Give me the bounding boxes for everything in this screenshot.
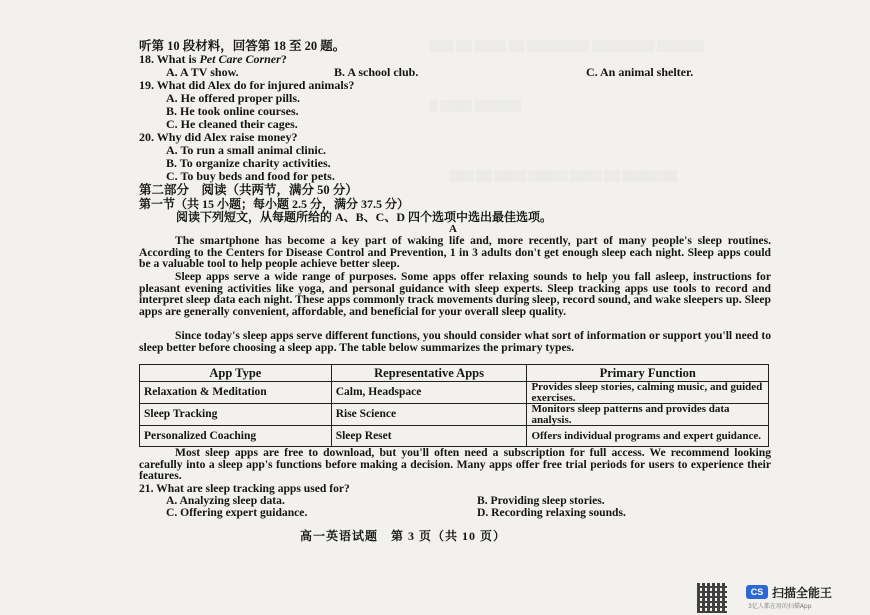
- q19-option-b: B. He took online courses.: [166, 104, 299, 118]
- listening-heading: 听第 10 段材料，回答第 18 至 20 题。: [139, 39, 346, 53]
- q20-option-a: A. To run a small animal clinic.: [166, 143, 327, 157]
- camscanner-tagline: 3亿人都在用的扫描App: [748, 603, 812, 610]
- table-row: [140, 404, 769, 426]
- q21-option-a: A. Analyzing sleep data.: [166, 494, 285, 507]
- q21-option-c: C. Offering expert guidance.: [166, 506, 308, 519]
- table-header: Primary Function: [527, 365, 769, 382]
- q19-option-a: A. He offered proper pills.: [166, 91, 300, 105]
- q20-option-c: C. To buy beds and food for pets.: [166, 169, 335, 183]
- question-20: 20. Why did Alex raise money?: [139, 130, 298, 144]
- table-header: Representative Apps: [331, 365, 527, 382]
- reading-instructions: 阅读下列短文，从每题所给的 A、B、C、D 四个选项中选出最佳选项。: [176, 210, 553, 224]
- q21-option-b: B. Providing sleep stories.: [477, 494, 605, 507]
- table-cell: Personalized Coaching: [140, 426, 332, 447]
- table-cell: Rise Science: [331, 404, 527, 426]
- part-two-title: 第二部分 阅读（共两节，满分 50 分）: [139, 183, 358, 197]
- section-one-title: 第一节（共 15 小题；每小题 2.5 分，满分 37.5 分）: [139, 197, 410, 211]
- table-cell: Monitors sleep patterns and provides data analysis.: [527, 404, 769, 426]
- passage-label: A: [449, 223, 457, 235]
- table-header-row: [140, 365, 769, 382]
- table-cell: Sleep Reset: [331, 426, 527, 447]
- table-cell: Sleep Tracking: [140, 404, 332, 426]
- table-header: App Type: [140, 365, 332, 382]
- passage-paragraph-2: Sleep apps serve a wide range of purposes. Some apps offer relaxing sounds to help you fall asleep, instructions for pleasant evening activities like yoga, and personal guidance with sleep experts. Sleep tracking apps use tools to record and interpret sleep data each night. These apps commonly track movements during sleep, record sound, and wake sleepers up. Sleep apps are generally convenient, affordable, and beneficial for your overall sleep quality.: [139, 270, 771, 319]
- camscanner-name: 扫描全能王: [772, 586, 833, 600]
- q18-option-a: A. A TV show.: [166, 65, 239, 79]
- bleed-through-text: ▒▒▒ ▒▒ ▒▒▒▒ ▒▒ ▒▒▒▒▒▒▒▒ ▒▒▒▒▒▒▒▒ ▒▒▒▒▒▒: [430, 40, 704, 52]
- qr-code-icon: [697, 583, 727, 613]
- passage-paragraph-1: The smartphone has become a key part of waking life and, more recently, part of many people's sleep routines. According to the Centers for Disease Control and Prevention, 1 in 3 adults don't get enough sleep each night. Sleep apps could be a valuable tool to help people achieve better sleep.: [139, 234, 771, 271]
- bleed-through-text: ▒▒▒ ▒▒ ▒▒▒▒ ▒▒▒▒▒ ▒▒▒▒ ▒▒ ▒▒▒▒▒▒▒: [450, 170, 677, 182]
- q21-option-d: D. Recording relaxing sounds.: [477, 506, 626, 519]
- page-footer: 高一英语试题 第 3 页（共 10 页）: [300, 529, 507, 543]
- sleep-app-table: [139, 364, 769, 447]
- table-row: [140, 382, 769, 404]
- q20-option-b: B. To organize charity activities.: [166, 156, 331, 170]
- q18-option-b: B. A school club.: [334, 65, 419, 79]
- table-cell: Calm, Headspace: [331, 382, 527, 404]
- passage-paragraph-3: Since today's sleep apps serve different functions, you should consider what sort of information or support you'll need to sleep better before choosing a sleep app. The table below summarizes the primary types.: [139, 329, 771, 354]
- camscanner-logo: CS: [746, 585, 768, 599]
- passage-paragraph-4: Most sleep apps are free to download, but you'll often need a subscription for full access. We recommend looking carefully into a sleep app's functions before making a decision. Many apps offer free trial periods for users to experience their features.: [139, 446, 771, 483]
- table-row: [140, 426, 769, 447]
- question-21: 21. What are sleep tracking apps used for?: [139, 482, 350, 495]
- table-cell: Offers individual programs and expert guidance.: [527, 426, 769, 447]
- table-cell: Provides sleep stories, calming music, and guided exercises.: [527, 382, 769, 404]
- question-19: 19. What did Alex do for injured animals?: [139, 78, 355, 92]
- q19-option-c: C. He cleaned their cages.: [166, 117, 298, 131]
- table-cell: Relaxation & Meditation: [140, 382, 332, 404]
- question-18: 18. What is Pet Care Corner?: [139, 52, 287, 66]
- bleed-through-text: ▒ ▒▒▒▒ ▒▒▒▒▒▒: [430, 100, 522, 112]
- q18-option-c: C. An animal shelter.: [586, 65, 694, 79]
